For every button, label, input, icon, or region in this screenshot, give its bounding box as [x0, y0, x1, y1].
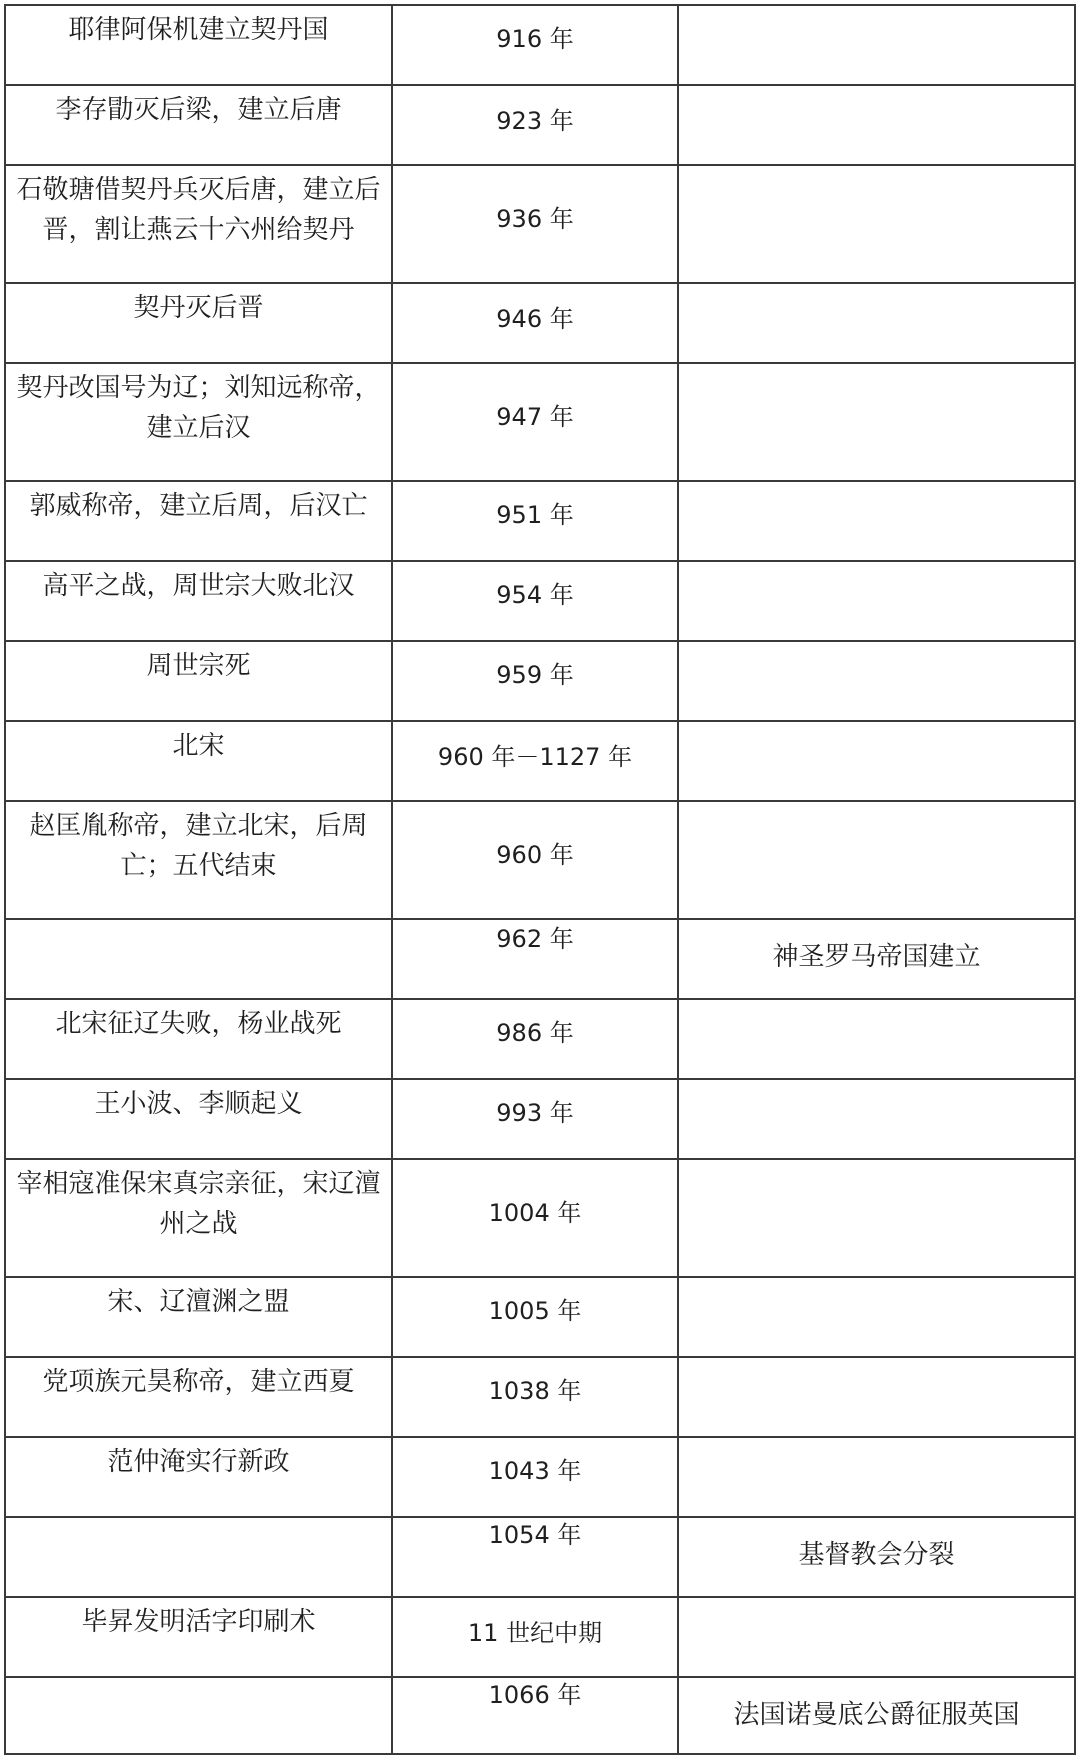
- year-cell: [393, 1678, 679, 1753]
- event-text: 契丹灭后晋: [133, 293, 264, 323]
- event-cell: [6, 1000, 393, 1078]
- year-text: 11 世纪中期: [467, 1619, 603, 1647]
- event-cell: [6, 364, 393, 480]
- year-text: 946 年: [496, 305, 574, 333]
- world-event-cell: [679, 1278, 1074, 1356]
- table-row: [4, 4, 1076, 84]
- table-row: [4, 1276, 1076, 1356]
- year-text: 993 年: [496, 1099, 574, 1127]
- event-text: 赵匡胤称帝，建立北宋，后周亡；五代结束: [29, 811, 368, 881]
- event-text: 耶律阿保机建立契丹国: [68, 15, 329, 45]
- event-text: 宋、辽澶渊之盟: [107, 1287, 290, 1317]
- world-event-cell: [679, 284, 1074, 362]
- table-row: [4, 560, 1076, 640]
- year-cell: [393, 1080, 679, 1158]
- event-cell: [6, 1598, 393, 1676]
- year-cell: [393, 562, 679, 640]
- year-cell: [393, 1160, 679, 1276]
- year-text: 959 年: [496, 661, 574, 689]
- world-event-cell: [679, 364, 1074, 480]
- table-row: [4, 1158, 1076, 1276]
- year-cell: [393, 1000, 679, 1078]
- world-event-cell: [679, 722, 1074, 800]
- year-cell: [393, 802, 679, 918]
- table-row: [4, 720, 1076, 800]
- world-event-cell: [679, 1438, 1074, 1516]
- event-text: 宰相寇准保宋真宗亲征，宋辽澶州之战: [16, 1169, 381, 1239]
- year-cell: [393, 284, 679, 362]
- year-text: 954 年: [496, 581, 574, 609]
- year-text: 936 年: [496, 205, 574, 233]
- event-cell: [6, 166, 393, 282]
- event-cell: [6, 1080, 393, 1158]
- year-text: 1038 年: [488, 1377, 582, 1405]
- world-event-text: 基督教会分裂: [798, 1540, 955, 1570]
- table-row: [4, 800, 1076, 918]
- timeline-table: [4, 4, 1076, 1754]
- world-event-cell: [679, 1358, 1074, 1436]
- event-text: 石敬瑭借契丹兵灭后唐，建立后晋，割让燕云十六州给契丹: [16, 175, 381, 245]
- table-row: [4, 362, 1076, 480]
- year-text: 1054 年: [488, 1521, 582, 1549]
- year-cell: [393, 1278, 679, 1356]
- world-event-cell: [679, 1678, 1074, 1753]
- year-text: 960 年－1127 年: [437, 743, 633, 771]
- year-cell: [393, 642, 679, 720]
- event-cell: [6, 562, 393, 640]
- table-row: [4, 1436, 1076, 1516]
- table-row: [4, 480, 1076, 560]
- world-event-cell: [679, 920, 1074, 998]
- table-row: [4, 918, 1076, 998]
- event-cell: [6, 6, 393, 84]
- world-event-cell: [679, 482, 1074, 560]
- year-text: 962 年: [496, 925, 574, 953]
- year-text: 923 年: [496, 107, 574, 135]
- event-text: 高平之战，周世宗大败北汉: [42, 571, 355, 601]
- year-cell: [393, 920, 679, 998]
- event-cell: [6, 642, 393, 720]
- table-row: [4, 84, 1076, 164]
- event-text: 郭威称帝，建立后周，后汉亡: [29, 491, 368, 521]
- event-text: 毕昇发明活字印刷术: [81, 1607, 316, 1637]
- event-cell: [6, 1358, 393, 1436]
- table-row: [4, 164, 1076, 282]
- world-event-cell: [679, 166, 1074, 282]
- event-text: 王小波、李顺起义: [94, 1089, 303, 1119]
- year-cell: [393, 6, 679, 84]
- world-event-cell: [679, 86, 1074, 164]
- world-event-cell: [679, 1518, 1074, 1596]
- year-text: 916 年: [496, 25, 574, 53]
- event-cell: [6, 722, 393, 800]
- world-event-text: 神圣罗马帝国建立: [772, 942, 981, 972]
- year-cell: [393, 1518, 679, 1596]
- year-cell: [393, 722, 679, 800]
- world-event-cell: [679, 1160, 1074, 1276]
- year-cell: [393, 166, 679, 282]
- event-cell: [6, 920, 393, 998]
- event-text: 契丹改国号为辽；刘知远称帝，建立后汉: [16, 373, 381, 443]
- year-text: 1043 年: [488, 1457, 582, 1485]
- table-row: [4, 1078, 1076, 1158]
- event-text: 李存勖灭后梁，建立后唐: [55, 95, 342, 125]
- event-cell: [6, 1160, 393, 1276]
- event-cell: [6, 1678, 393, 1753]
- year-text: 1004 年: [488, 1199, 582, 1227]
- table-row: [4, 998, 1076, 1078]
- event-cell: [6, 284, 393, 362]
- year-text: 1066 年: [488, 1681, 582, 1709]
- world-event-cell: [679, 1598, 1074, 1676]
- event-text: 党项族元昊称帝，建立西夏: [42, 1367, 355, 1397]
- world-event-cell: [679, 802, 1074, 918]
- event-cell: [6, 482, 393, 560]
- year-text: 1005 年: [488, 1297, 582, 1325]
- event-cell: [6, 1278, 393, 1356]
- year-text: 986 年: [496, 1019, 574, 1047]
- world-event-cell: [679, 1000, 1074, 1078]
- table-row: [4, 1356, 1076, 1436]
- table-row: [4, 1516, 1076, 1596]
- world-event-cell: [679, 1080, 1074, 1158]
- year-text: 947 年: [496, 403, 574, 431]
- table-row: [4, 1596, 1076, 1676]
- year-text: 951 年: [496, 501, 574, 529]
- world-event-cell: [679, 642, 1074, 720]
- year-cell: [393, 364, 679, 480]
- world-event-cell: [679, 562, 1074, 640]
- event-text: 北宋征辽失败，杨业战死: [55, 1009, 342, 1039]
- table-row: [4, 1676, 1076, 1755]
- world-event-cell: [679, 6, 1074, 84]
- year-cell: [393, 1438, 679, 1516]
- event-cell: [6, 802, 393, 918]
- year-cell: [393, 1598, 679, 1676]
- year-cell: [393, 86, 679, 164]
- event-cell: [6, 1518, 393, 1596]
- year-cell: [393, 1358, 679, 1436]
- world-event-text: 法国诺曼底公爵征服英国: [733, 1700, 1020, 1730]
- event-text: 范仲淹实行新政: [107, 1447, 290, 1477]
- table-row: [4, 282, 1076, 362]
- event-cell: [6, 86, 393, 164]
- event-text: 周世宗死: [146, 651, 251, 681]
- year-cell: [393, 482, 679, 560]
- event-cell: [6, 1438, 393, 1516]
- year-text: 960 年: [496, 841, 574, 869]
- event-text: 北宋: [172, 731, 225, 761]
- table-row: [4, 640, 1076, 720]
